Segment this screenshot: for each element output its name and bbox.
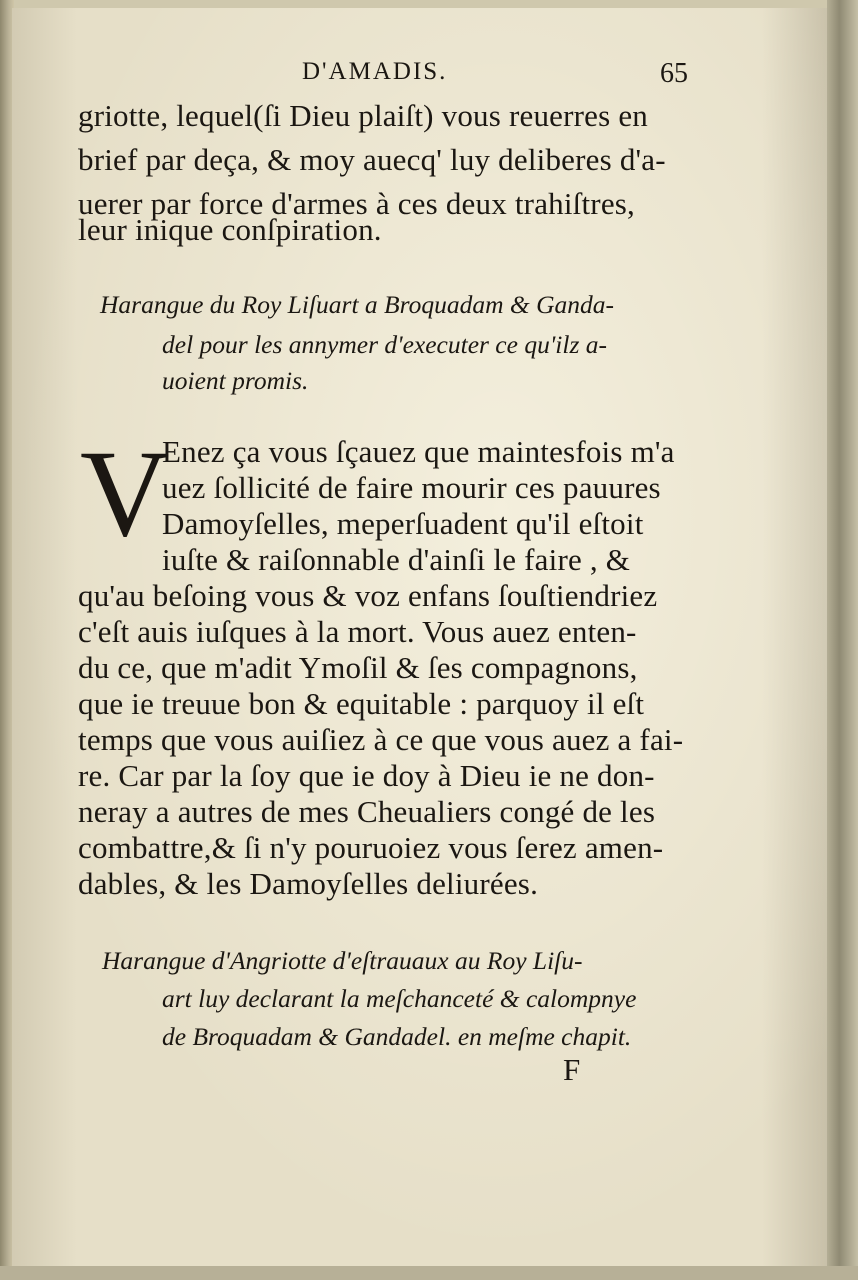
text-line: re. Car par la ſoy que ie doy à Dieu ie ne don-	[78, 758, 655, 793]
page-edge-right	[827, 0, 858, 1280]
section-heading-line: art luy declarant la meſchanceté & calompnye	[162, 984, 637, 1013]
section-heading-line: de Broquadam & Gandadel. en meſme chapit.	[162, 1022, 632, 1051]
running-title: D'AMADIS.	[302, 58, 448, 85]
drop-cap: V	[80, 425, 170, 562]
text-line: qu'au beſoing vous & voz enfans ſouſtiendriez	[78, 578, 658, 613]
text-line: iuſte & raiſonnable d'ainſi le faire , &	[162, 542, 631, 577]
text-line: dables, & les Damoyſelles deliurées.	[78, 866, 539, 901]
section-heading-line: Harangue du Roy Liſuart a Broquadam & Ganda-	[100, 290, 614, 319]
text-line: que ie treuue bon & equitable : parquoy il eſt	[78, 686, 645, 721]
text-line: neray a autres de mes Cheualiers congé de les	[78, 794, 656, 829]
text-line: temps que vous auiſiez à ce que vous auez a fai-	[78, 722, 684, 757]
section-heading-line: uoient promis.	[162, 366, 309, 395]
page-number: 65	[660, 58, 688, 89]
text-line: Damoyſelles, meperſuadent qu'il eſtoit	[162, 506, 644, 541]
section-heading-line: Harangue d'Angriotte d'eſtrauaux au Roy Liſu-	[102, 946, 583, 975]
text-line: brief par deça, & moy auecq' luy deliberes d'a-	[78, 142, 666, 177]
text-line: Enez ça vous ſçauez que maintesfois m'a	[162, 434, 675, 469]
text-line: combattre,& ſi n'y pouruoiez vous ſerez amen-	[78, 830, 664, 865]
text-line: griotte, lequel(ſi Dieu plaiſt) vous reuerres en	[78, 98, 648, 133]
section-heading-line: del pour les annymer d'executer ce qu'ilz a-	[162, 330, 607, 359]
text-line: uerer par force d'armes à ces deux trahiſtres,	[78, 186, 635, 221]
signature-mark: F	[563, 1052, 581, 1087]
text-line: c'eſt auis iuſques à la mort. Vous auez enten-	[78, 614, 637, 649]
page-edge-bottom	[0, 1266, 858, 1280]
text-line: du ce, que m'adit Ymoſil & ſes compagnons,	[78, 650, 638, 685]
text-line: uez ſollicité de faire mourir ces pauures	[162, 470, 661, 505]
text-line: leur inique conſpiration.	[78, 212, 382, 247]
